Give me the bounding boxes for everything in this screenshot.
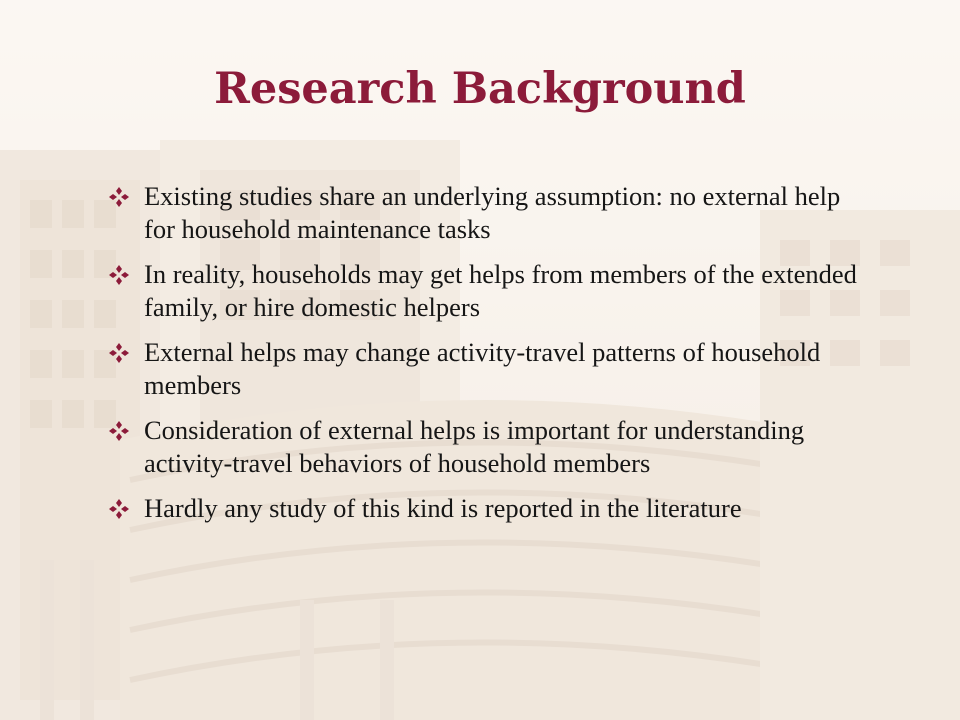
bullet-item xyxy=(108,414,868,480)
four-diamond-icon xyxy=(108,420,130,442)
bullet-text: External helps may change activity-travel patterns of household members xyxy=(144,337,821,400)
bullet-item xyxy=(108,492,868,525)
bullet-text: Existing studies share an underlying assumption: no external help for household maintenance tasks xyxy=(144,181,841,244)
bullet-text: Consideration of external helps is important for understanding activity-travel behaviors of household members xyxy=(144,415,805,478)
four-diamond-icon xyxy=(108,264,130,286)
bullet-item xyxy=(108,336,868,402)
bullet-item xyxy=(108,258,868,324)
bullet-text: In reality, households may get helps from members of the extended family, or hire domestic helpers xyxy=(144,259,857,322)
bullet-item xyxy=(108,180,868,246)
slide-title: Research Background xyxy=(214,64,746,114)
four-diamond-icon xyxy=(108,498,130,520)
four-diamond-icon xyxy=(108,342,130,364)
bullet-list xyxy=(108,180,868,537)
four-diamond-icon xyxy=(108,186,130,208)
bullet-text: Hardly any study of this kind is reported in the literature xyxy=(144,493,742,523)
